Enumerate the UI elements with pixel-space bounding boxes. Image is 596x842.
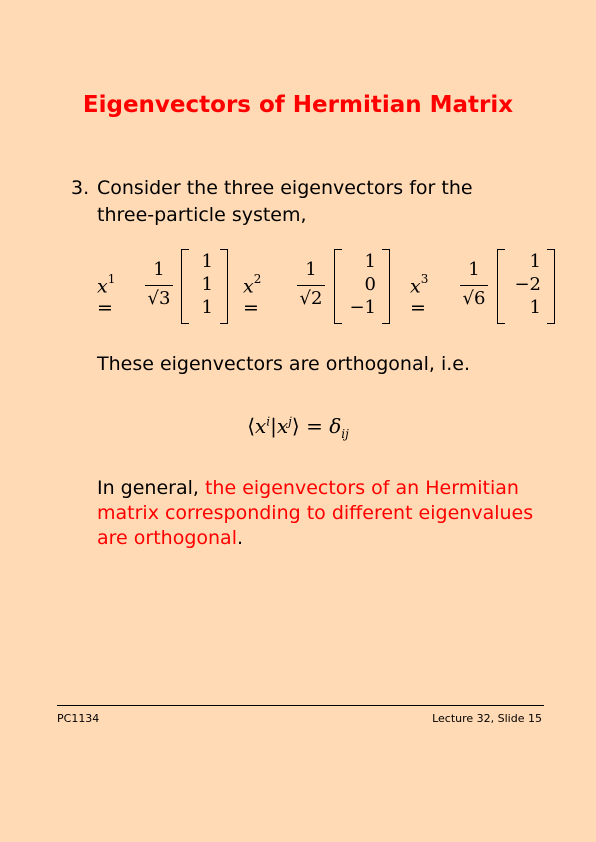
normalization-fraction: 1 √3 <box>145 259 173 312</box>
general-prefix: In general, <box>97 477 205 499</box>
list-item-3 <box>71 175 511 229</box>
normalization-fraction: 1 √6 <box>460 259 488 312</box>
left-bracket <box>181 249 189 324</box>
inner-product-equation: $⟨x^i|x^j⟩ = \delta_{ij}$ <box>247 414 349 441</box>
normalization-fraction: 1 √2 <box>297 259 325 312</box>
course-code: PC1134 <box>57 712 100 725</box>
vector-label: $x^3$ = <box>410 272 429 320</box>
orthogonal-statement: These eigenvectors are orthogonal, i.e. <box>97 353 471 375</box>
vector-entries: 1 1 1 <box>201 251 213 318</box>
left-bracket <box>334 249 342 324</box>
slide-title: Eigenvectors of Hermitian Matrix <box>82 92 514 118</box>
vector-label: $x^2$ = <box>243 272 262 320</box>
slide-number: Lecture 32, Slide 15 <box>432 712 542 725</box>
footer-divider <box>57 705 544 706</box>
item-text: Consider the three eigenvectors for the three-particle system, <box>97 177 473 226</box>
vector-entries: 1 −2 1 <box>514 251 541 318</box>
general-statement <box>97 476 547 551</box>
right-bracket <box>382 249 390 324</box>
right-bracket <box>547 249 555 324</box>
right-bracket <box>220 249 228 324</box>
vector-entries: 1 0 −1 <box>349 251 376 318</box>
left-bracket <box>497 249 505 324</box>
item-number: 3. <box>71 177 90 199</box>
general-suffix: . <box>236 527 244 549</box>
eigenvector-equations <box>0 244 596 328</box>
highlighted-statement: the eigenvectors of an Hermitian matrix corresponding to different eigenvalues are orthogonal <box>97 477 534 549</box>
vector-label: $x^1$ = <box>97 272 116 320</box>
